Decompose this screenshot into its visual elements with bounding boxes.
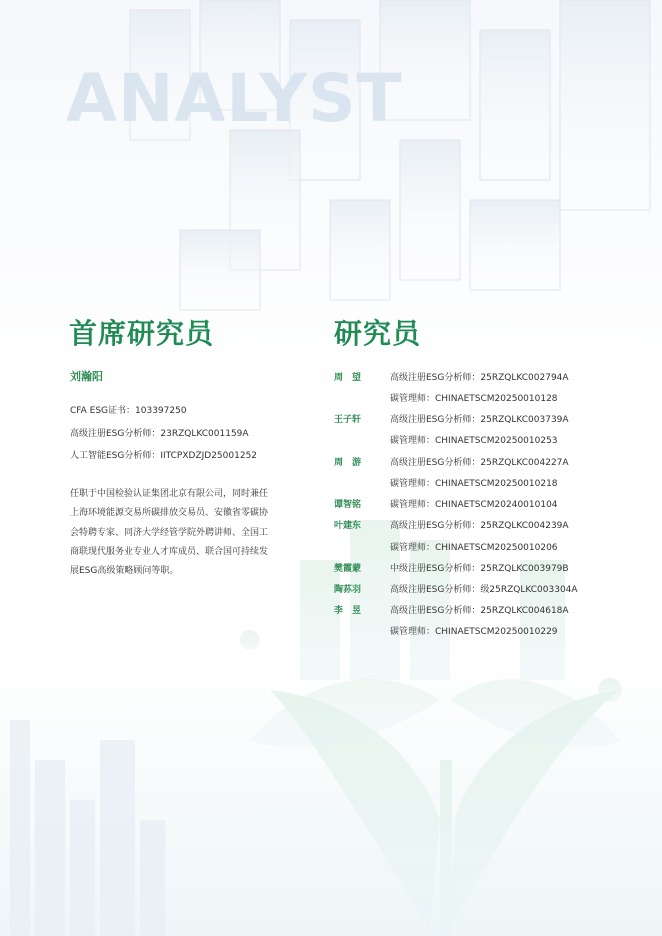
- researcher-cert: 碳管理师：CHINAETSCM20250010253: [390, 436, 558, 446]
- researcher-cert: 高级注册ESG分析师：25RZQLKC002794A: [390, 373, 569, 383]
- researcher-cert: 高级注册ESG分析师：25RZQLKC004618A: [390, 606, 569, 616]
- researcher-name: 王子轩: [334, 415, 362, 425]
- researcher-name: 叶建东: [334, 521, 362, 531]
- researcher-cert: 高级注册ESG分析师：级25RZQLKC003304A: [390, 585, 578, 595]
- chief-cert-ai-esg: 人工智能ESG分析师：IITCPXDZJD25001252: [70, 451, 258, 461]
- researcher-cert: 碳管理师：CHINAETSCM20250010128: [390, 394, 558, 404]
- researcher-cert: 高级注册ESG分析师：25RZQLKC003739A: [390, 415, 569, 425]
- chief-analyst-name: 刘瀚阳: [70, 370, 103, 383]
- chief-analyst-bio: 任职于中国检验认证集团北京有限公司，同时兼任上海环境能源交易所碳排放交易员、安徽省零碳协会特聘专家、同济大学经管学院外聘讲师、全国工商联现代服务业专业人才库成员、联合国可持续发展ESG高级策略顾问等职。: [70, 489, 269, 577]
- researcher-name: 陶荪羽: [334, 585, 362, 595]
- researchers-title: 研究员: [334, 317, 422, 350]
- researcher-cert: 碳管理师：CHINAETSCM20250010218: [390, 479, 558, 489]
- researcher-cert: 高级注册ESG分析师：25RZQLKC004239A: [390, 521, 569, 531]
- analyst-watermark: ANALYST: [66, 60, 403, 137]
- researcher-cert: 碳管理师：CHINAETSCM20240010104: [390, 500, 558, 510]
- researcher-cert: 碳管理师：CHINAETSCM20250010206: [390, 543, 558, 553]
- researcher-name: 谭智铭: [334, 500, 362, 510]
- researcher-name: 周 游: [334, 458, 362, 468]
- researcher-cert: 高级注册ESG分析师：25RZQLKC004227A: [390, 458, 569, 468]
- chief-analyst-title: 首席研究员: [69, 317, 215, 350]
- researcher-cert: 中级注册ESG分析师：25RZQLKC003979B: [390, 564, 569, 574]
- chief-cert-cfa: CFA ESG证书：103397250: [70, 406, 187, 416]
- researcher-name: 樊霞蒙: [334, 564, 362, 574]
- researcher-name: 李 昱: [334, 606, 362, 616]
- researcher-cert: 碳管理师：CHINAETSCM20250010229: [390, 627, 558, 637]
- researcher-name: 周 望: [334, 373, 362, 383]
- chief-cert-esg: 高级注册ESG分析师：23RZQLKC001159A: [70, 429, 249, 439]
